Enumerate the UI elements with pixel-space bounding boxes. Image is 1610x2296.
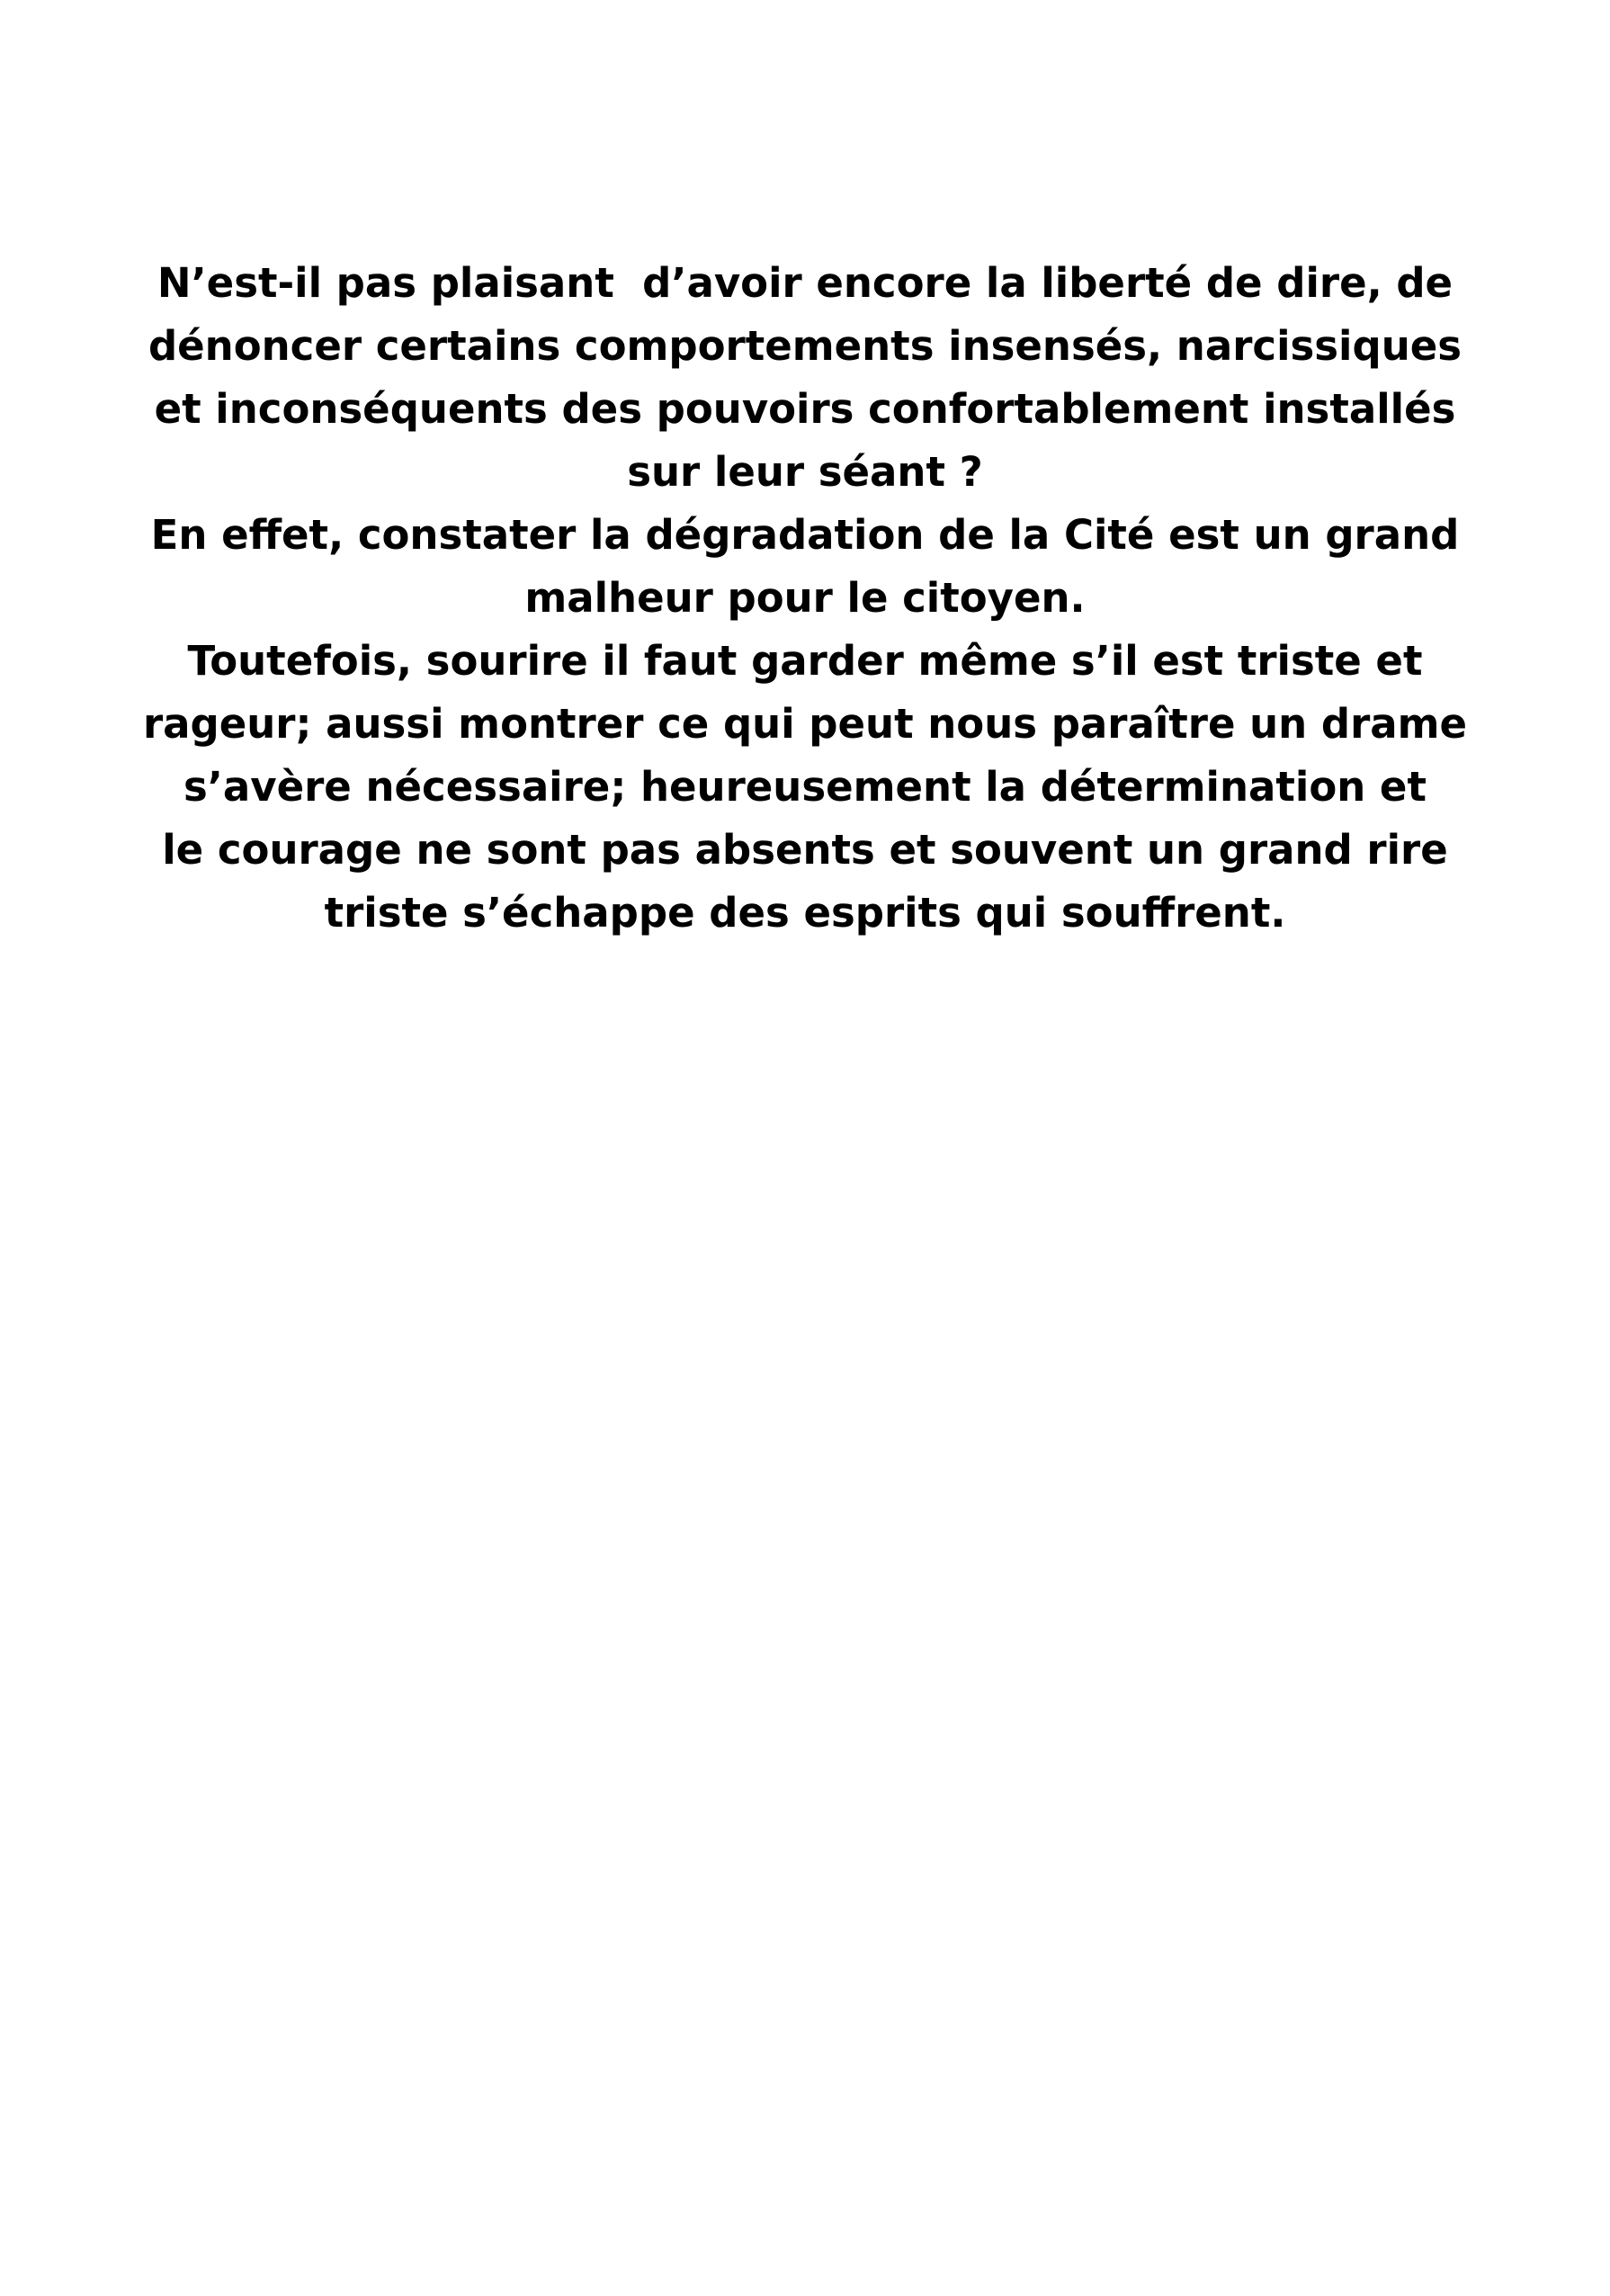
text-line-2: dénoncer certains comportements insensés, narcissiques (148, 322, 1462, 370)
text-line-9: s’avère nécessaire; heureusement la détermination et (183, 763, 1427, 811)
text-line-5: En effet, constater la dégradation de la Cité est un grand (150, 511, 1460, 559)
text-line-4: sur leur séant ? (627, 448, 983, 496)
text-line-8: rageur; aussi montrer ce qui peut nous paraître un drame (142, 700, 1468, 748)
text-line-7: Toutefois, sourire il faut garder même s’il est triste et (187, 637, 1423, 685)
text-line-3: et inconséquents des pouvoirs confortablement installés (154, 385, 1456, 433)
text-line-6: malheur pour le citoyen. (524, 574, 1086, 622)
body-text (54, 252, 1556, 945)
text-line-1: N’est-il pas plaisant d’avoir encore la liberté de dire, de (157, 259, 1453, 307)
text-line-10: le courage ne sont pas absents et souvent un grand rire (162, 826, 1448, 874)
text-line-11: triste s’échappe des esprits qui souffrent. (324, 889, 1286, 937)
